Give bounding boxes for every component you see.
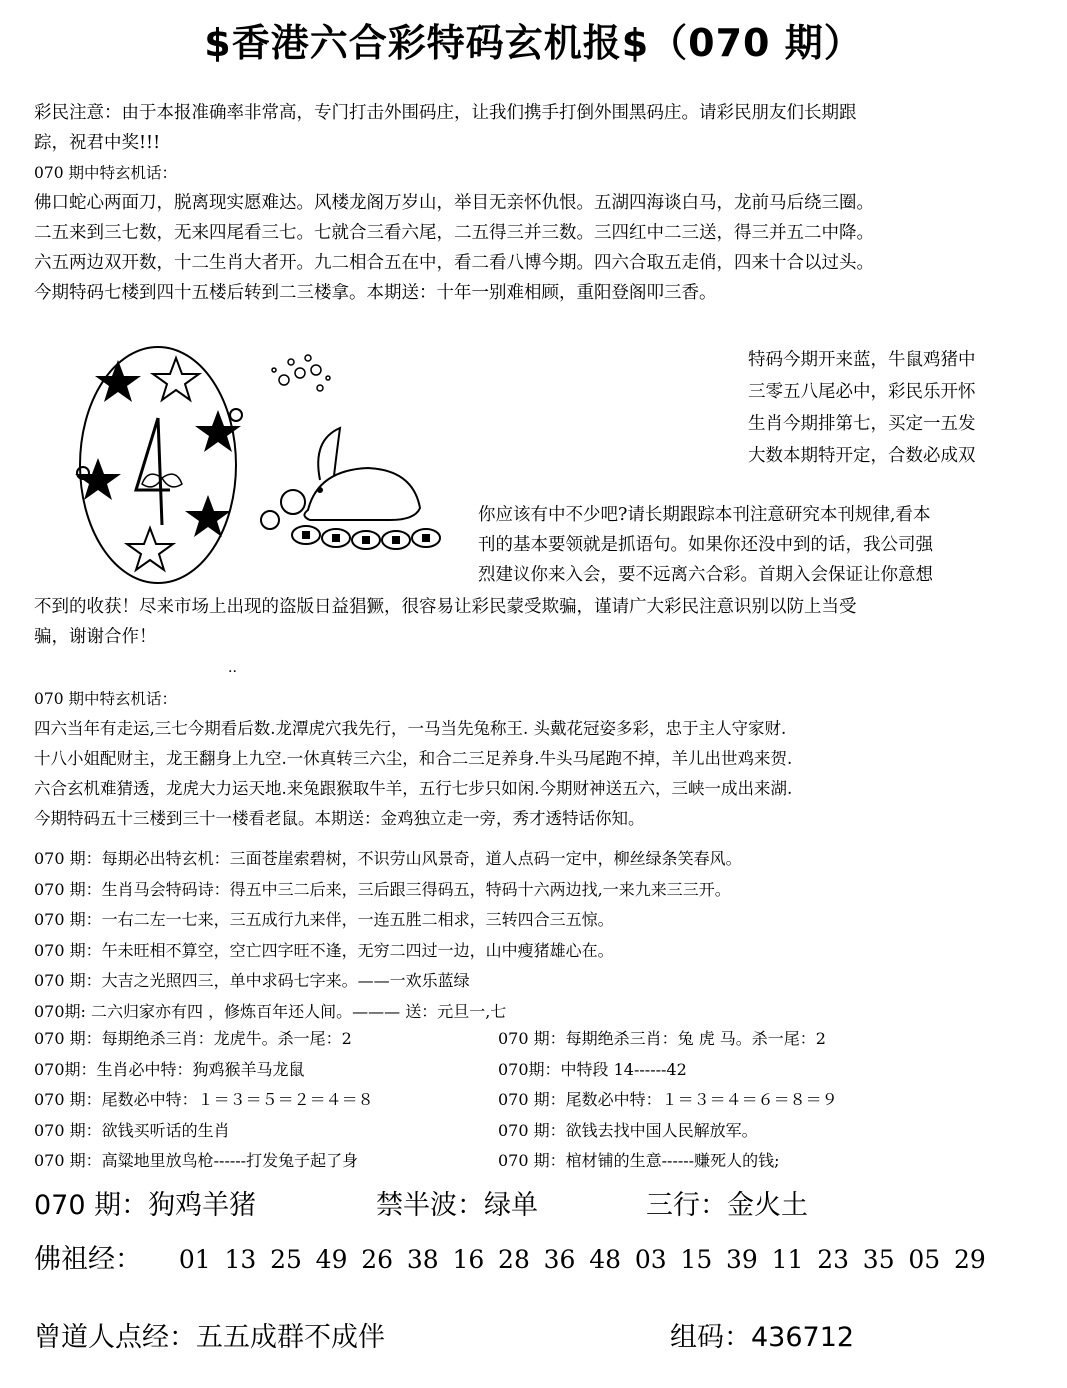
ad-block-right — [478, 500, 1048, 590]
period-line: 070 期：一右二左一七来，三五成行九来伴，一连五胜二相求，三转四合三五惊。 — [34, 910, 614, 929]
pair-right-line: 070 期：尾数必中特：１＝３＝４＝６＝８＝９ — [498, 1090, 838, 1109]
poem-line: 特码今期开来蓝，牛鼠鸡猪中 — [748, 350, 976, 370]
pair-left-line: 070 期：高粱地里放鸟枪------打发兔子起了身 — [34, 1151, 359, 1170]
poem-line: 三零五八尾必中，彩民乐开怀 — [748, 382, 976, 402]
fozu-number: 36 — [543, 1245, 576, 1274]
page-title: $香港六合彩特码玄机报$（070 期） — [204, 21, 863, 65]
poem-line: 大数本期特开定，合数必成双 — [748, 446, 976, 466]
fozu-number: 16 — [452, 1245, 485, 1274]
section2-heading: 070 期中特玄机话： — [34, 690, 178, 708]
fozu-number: 03 — [634, 1245, 667, 1274]
fozu-number: 13 — [224, 1245, 257, 1274]
fozu-number: 01 — [178, 1245, 211, 1274]
pair-left-line: 070 期：每期绝杀三肖：龙虎牛。杀一尾：2 — [34, 1029, 352, 1048]
dots: .. — [228, 660, 237, 676]
ad-line: 不到的收获！尽来市场上出现的盗版日益猖獗，很容易让彩民蒙受欺骗，谨请广大彩民注意识别以防上当受 — [34, 597, 857, 617]
period-lines — [34, 844, 1044, 1027]
fozu-number: 23 — [817, 1245, 850, 1274]
verse-line: 六五两边双开数，十二生肖大者开。九二相合五在中，看二看八博今期。四六合取五走俏，四来十合以过头。 — [34, 253, 874, 273]
ad-block-full — [34, 592, 1044, 652]
fozu-number: 29 — [953, 1245, 986, 1274]
notice-line: 彩民注意：由于本报准确率非常高，专门打击外围码庄，让我们携手打倒外围黑码庄。请彩民朋友们长期跟 — [34, 103, 857, 123]
ad-line: 烈建议你来入会，要不远离六合彩。首期入会保证让你意想 — [478, 565, 933, 585]
big-row-zodiac: 070 期：狗鸡羊猪 — [34, 1190, 257, 1221]
fozu-number: 49 — [315, 1245, 348, 1274]
pair-right-line: 070 期：棺材铺的生意------赚死人的钱; — [498, 1151, 780, 1170]
big-row-half-wave: 禁半波：绿单 — [376, 1190, 538, 1221]
pair-left-line: 070 期：欲钱买听话的生肖 — [34, 1120, 230, 1140]
fozu-number: 11 — [771, 1245, 804, 1274]
rabbit-stars-illustration — [58, 340, 453, 590]
verse-line: 十八小姐配财主，龙王翻身上九空.一休真转三六尘，和合二三足养身.牛头马尾跑不掉，羊儿出世鸡来贺. — [34, 749, 793, 768]
period-line: 070 期：生肖马会特码诗：得五中三二后来，三后跟三得码五，特码十六两边找,一来九来三三开。 — [34, 879, 731, 899]
verse-line: 今期特码五十三楼到三十一楼看老鼠。本期送：金鸡独立走一旁，秀才透特话你知。 — [34, 809, 645, 828]
fozu-number: 26 — [361, 1245, 394, 1274]
verse-line: 四六当年有走运,三七今期看后数.龙潭虎穴我先行，一马当先兔称王. 头戴花冠姿多彩，忠于主人守家财. — [34, 719, 787, 738]
pair-left-line: 070 期：尾数必中特：１＝３＝５＝２＝４＝８ — [34, 1090, 374, 1109]
fozu-numbers — [172, 1240, 993, 1280]
fozu-number: 28 — [498, 1245, 530, 1274]
fozu-number: 48 — [589, 1245, 622, 1274]
verse-line: 今期特码七楼到四十五楼后转到二三楼拿。本期送：十年一别难相顾，重阳登阁叩三香。 — [34, 283, 717, 303]
pair-right-line: 070 期：每期绝杀三肖：兔 虎 马。杀一尾：2 — [498, 1029, 826, 1048]
footer-combo: 组码：436712 — [670, 1322, 855, 1353]
period-line: 070期: 二六归家亦有四 ，修炼百年还人间。——— 送：元旦一,七 — [34, 1001, 507, 1021]
pairs-right — [498, 1024, 1038, 1177]
verse-line: 佛口蛇心两面刀，脱离现实愿难达。风楼龙阁万岁山，举目无亲怀仇恨。五湖四海谈白马，龙前马后绕三圈。 — [34, 193, 874, 213]
poem-line: 生肖今期排第七，买定一五发 — [748, 414, 976, 434]
period-line: 070 期：大吉之光照四三，单中求码七字来。——一欢乐蓝绿 — [34, 971, 470, 990]
section1-heading: 070 期中特玄机话： — [34, 164, 178, 182]
big-row-elements: 三行：金火土 — [646, 1190, 808, 1221]
fozu-number: 35 — [862, 1245, 895, 1274]
period-line: 070 期：每期必出特玄机：三面苍崖索碧树，不识劳山风景奇，道人点码一定中，柳丝绿条笑春风。 — [34, 849, 742, 868]
notice-block — [34, 98, 1044, 308]
fozu-number: 15 — [680, 1245, 713, 1274]
section2-block — [34, 684, 1044, 834]
fozu-number: 39 — [726, 1245, 758, 1274]
fozu-number: 25 — [270, 1245, 302, 1274]
fozu-number: 05 — [908, 1245, 941, 1274]
fozu-number: 38 — [406, 1245, 439, 1274]
verse-line: 六合玄机难猜透，龙虎大力运天地.来兔跟猴取牛羊，五行七步只如闲.今期财神送五六，三峡一成出来湖. — [34, 779, 793, 798]
ad-line: 你应该有中不少吧?请长期跟踪本刊注意研究本刊规律,看本 — [478, 505, 931, 525]
poem-block — [748, 344, 1048, 472]
ad-line: 骗，谢谢合作！ — [34, 627, 157, 647]
notice-line: 踪，祝君中奖!!! — [34, 133, 161, 153]
pair-right-line: 070期：中特段 14------42 — [498, 1059, 687, 1079]
pair-left-line: 070期：生肖必中特：狗鸡猴羊马龙鼠 — [34, 1059, 305, 1079]
fozu-label: 佛祖经： — [34, 1244, 142, 1275]
ad-line: 刊的基本要领就是抓语句。如果你还没中到的话，我公司强 — [478, 535, 933, 555]
footer-verse: 曾道人点经：五五成群不成伴 — [34, 1322, 385, 1353]
pair-right-line: 070 期：欲钱去找中国人民解放军。 — [498, 1120, 758, 1140]
pairs-left — [34, 1024, 494, 1177]
verse-line: 二五来到三七数，无来四尾看三七。七就合三看六尾，二五得三并三数。三四红中二三送，得三并五二中降。 — [34, 223, 874, 243]
period-line: 070 期：午未旺相不算空，空亡四字旺不逢，无穷二四过一边，山中瘦猪雄心在。 — [34, 940, 614, 960]
